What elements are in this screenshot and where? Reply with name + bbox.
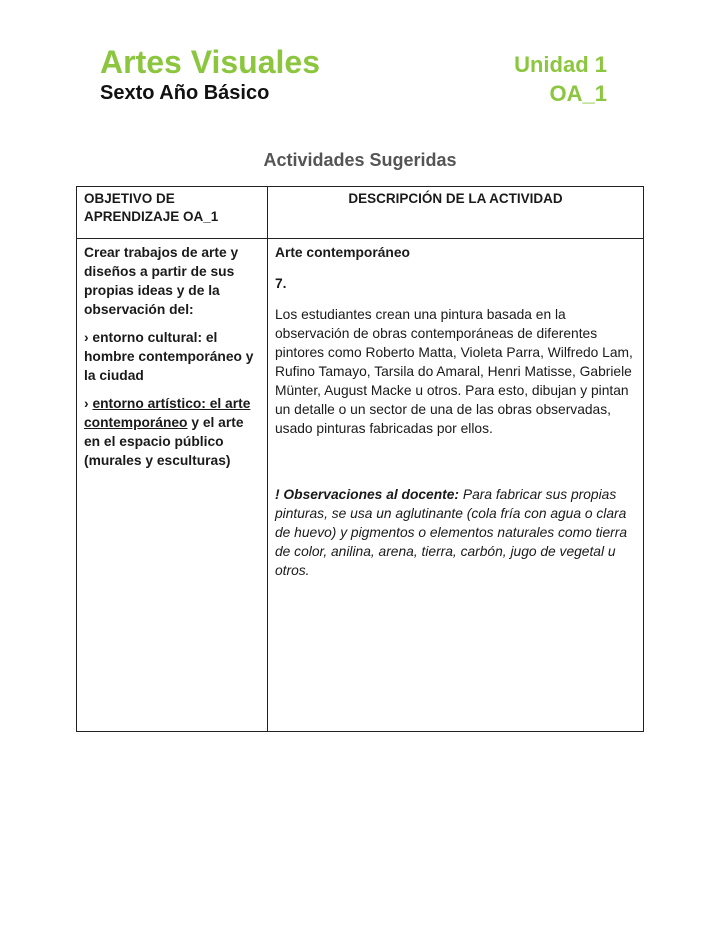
table-header-row <box>77 187 644 239</box>
subject-title: Artes Visuales <box>100 44 320 80</box>
unit-label: Unidad 1 <box>514 52 607 77</box>
objective-item-artistic <box>84 394 261 470</box>
objective-intro: Crear trabajos de arte y diseños a partir de sus propias ideas y de la observación del: <box>84 245 239 317</box>
objective-header: OBJETIVO DE APRENDIZAJE OA_1 <box>77 187 268 239</box>
activity-number: 7. <box>275 276 287 291</box>
section-title: Actividades Sugeridas <box>263 150 457 170</box>
objective-item-cultural: › entorno cultural: el hombre contemporáneo y la ciudad <box>84 330 254 383</box>
activity-table <box>76 186 644 732</box>
observation-label: ! Observaciones al docente: <box>275 487 460 502</box>
oa-code: OA_1 <box>549 81 607 106</box>
table-row <box>77 239 644 732</box>
document-header-right <box>514 52 607 107</box>
activity-description: Los estudiantes crean una pintura basada en la observación de obras contemporáneas de diferentes pintores como Roberto Matta, Violeta Parra, Wilfredo Lam, Rufino Tamayo, Tarsila do Amaral, Henri Matisse, Gabriele Münter, August Macke u otros. Para esto, dibujan y pintan un detalle o un sector de una de las obras observadas, usado pinturas fabricadas por ellos. <box>275 307 633 436</box>
objective-item-rest: y el arte en el espacio público (murales y esculturas) <box>84 415 244 468</box>
course-level: Sexto Año Básico <box>100 82 270 104</box>
activity-title: Arte contemporáneo <box>275 245 410 260</box>
activity-cell <box>268 239 644 732</box>
objective-cell <box>77 239 268 732</box>
document-header-left <box>100 44 320 105</box>
objective-item-bullet: › <box>84 396 93 411</box>
objective-item-underlined: entorno artístico: el arte contemporáneo <box>84 396 251 430</box>
teacher-observation <box>275 485 635 580</box>
observation-text: Para fabricar sus propias pinturas, se usa un aglutinante (cola fría con agua o clara de huevo) y pigmentos o elementos naturales como tierra de color, anilina, arena, tierra, carbón, jugo de vegetal u otros. <box>275 487 628 578</box>
description-header: DESCRIPCIÓN DE LA ACTIVIDAD <box>268 187 644 239</box>
